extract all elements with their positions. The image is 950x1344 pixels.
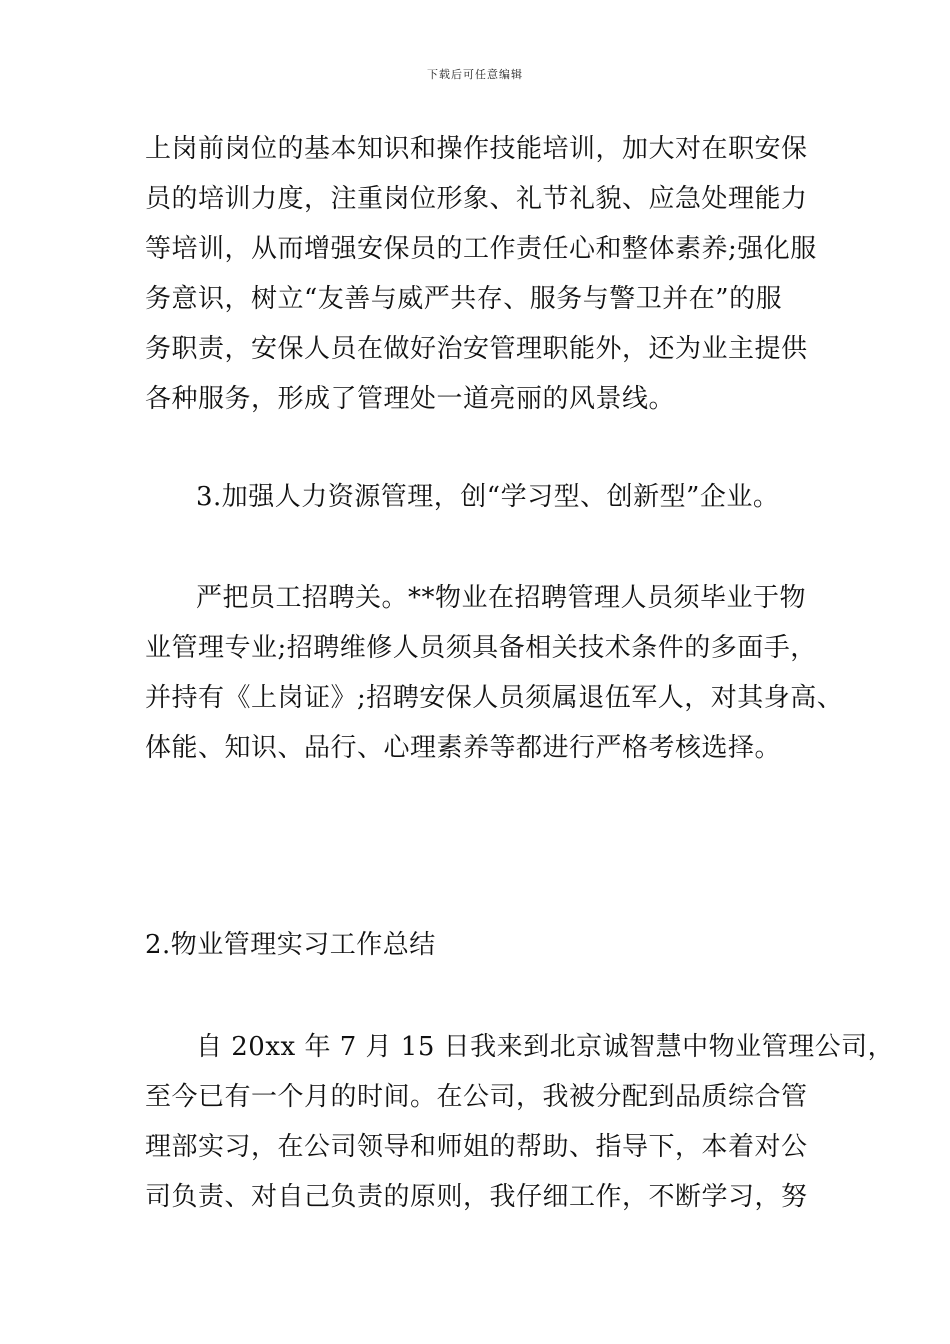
text-line: 上岗前岗位的基本知识和操作技能培训，加大对在职安保	[145, 134, 808, 164]
text-line: 严把员工招聘关。**物业在招聘管理人员须毕业于物	[196, 583, 807, 613]
page-header: 下载后可任意编辑	[427, 68, 523, 81]
text-line: 并持有《上岗证》;招聘安保人员须属退伍军人，对其身高、	[145, 683, 844, 713]
text-line: 理部实习，在公司领导和师姐的帮助、指导下，本着对公	[145, 1132, 808, 1162]
section-title: 2.物业管理实习工作总结	[145, 930, 436, 960]
text-line: 各种服务，形成了管理处一道亮丽的风景线。	[145, 384, 676, 414]
text-line: 至今已有一个月的时间。在公司，我被分配到品质综合管	[145, 1082, 808, 1112]
text-line: 务意识，树立“友善与威严共存、服务与警卫并在”的服	[145, 284, 783, 314]
subheading-3: 3.加强人力资源管理，创“学习型、创新型”企业。	[196, 482, 780, 512]
text-line: 自 20xx 年 7 月 15 日我来到北京诚智慧中物业管理公司，	[196, 1032, 895, 1062]
text-line: 业管理专业;招聘维修人员须具备相关技术条件的多面手，	[145, 633, 817, 663]
text-line: 等培训，从而增强安保员的工作责任心和整体素养;强化服	[145, 234, 817, 264]
text-line: 员的培训力度，注重岗位形象、礼节礼貌、应急处理能力	[145, 184, 808, 214]
text-line: 务职责，安保人员在做好治安管理职能外，还为业主提供	[145, 334, 808, 364]
text-line: 司负责、对自己负责的原则，我仔细工作，不断学习，努	[145, 1182, 808, 1212]
text-line: 体能、知识、品行、心理素养等都进行严格考核选择。	[145, 733, 782, 763]
